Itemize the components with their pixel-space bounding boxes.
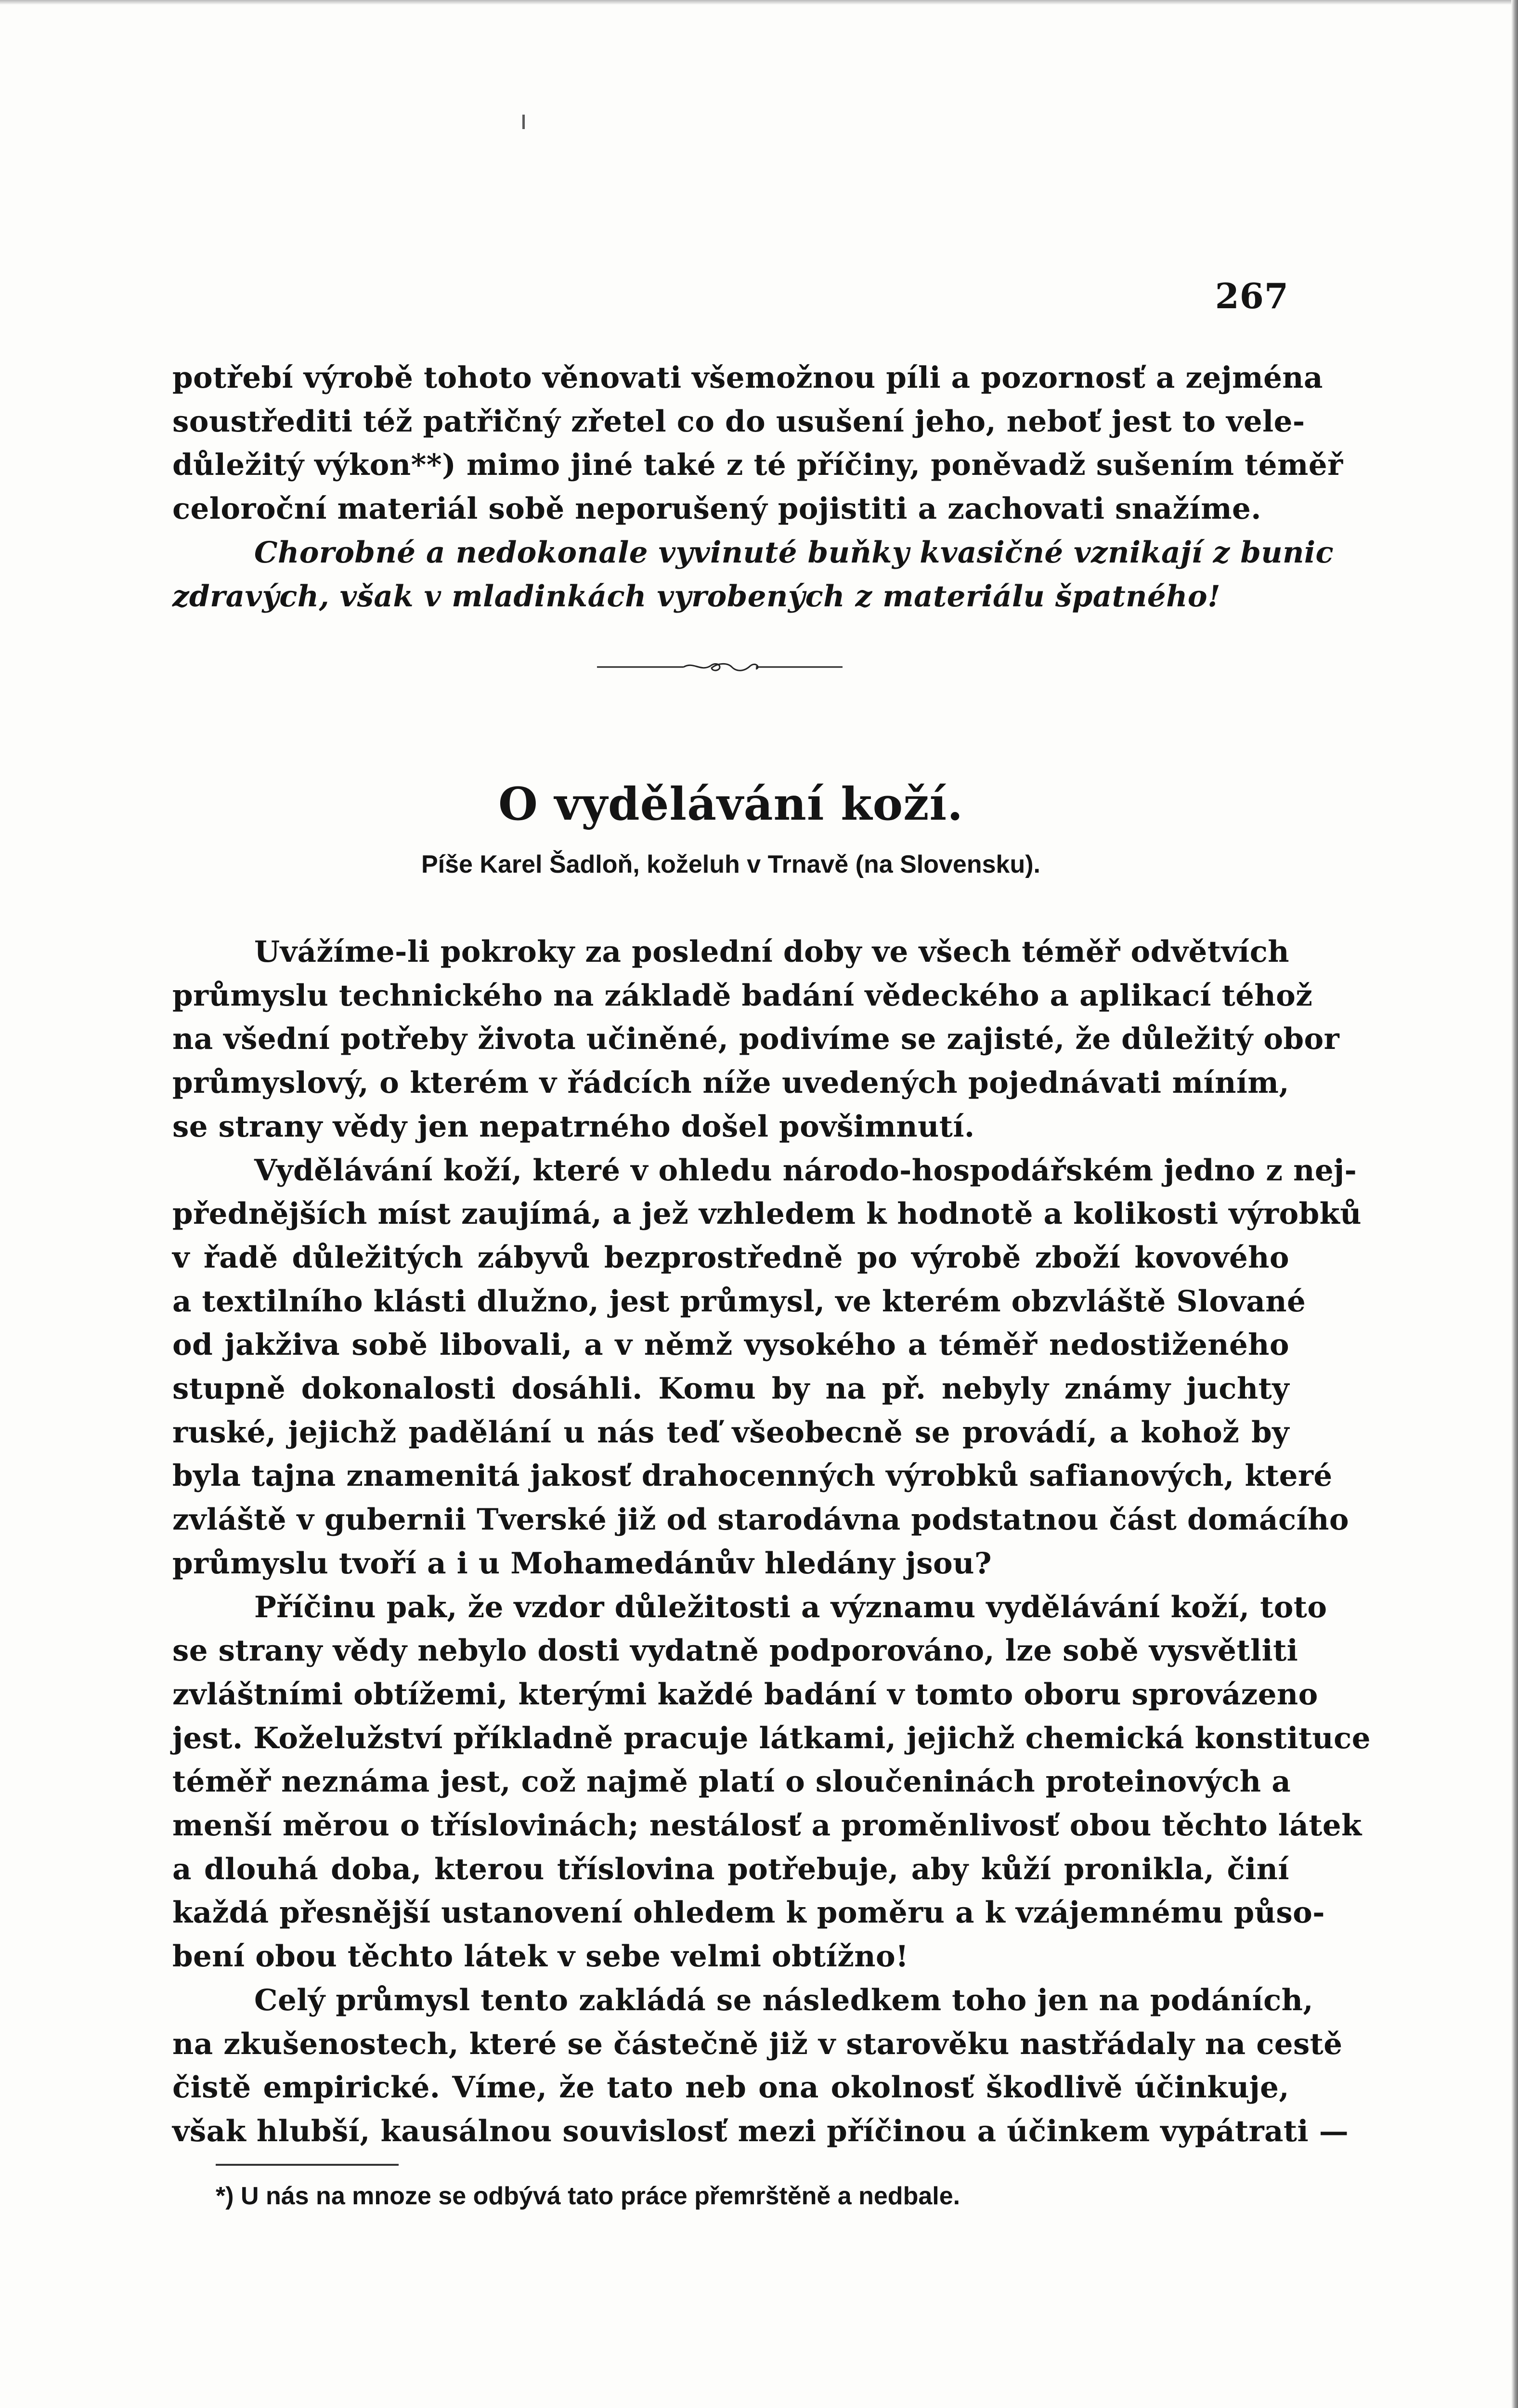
text-line: se strany vědy jen nepatrného došel povšimnutí. xyxy=(172,1109,975,1144)
italic-line: zdravých, však v mladinkách vyrobených z materiálu špatného! xyxy=(172,579,1221,614)
text-line: průmyslový, o kterém v řádcích níže uvedených pojednávati míním, xyxy=(172,1066,1289,1100)
text-line: a dlouhá doba, kterou tříslovina potřebuje, aby kůží pronikla, činí xyxy=(172,1852,1289,1886)
text-line: bení obou těchto látek v sebe velmi obtížno! xyxy=(172,1939,909,1974)
italic-line: Chorobné a nedokonale vyvinuté buňky kvasičné vznikají z bunic xyxy=(254,535,1334,570)
text-line: a textilního klásti dlužno, jest průmysl, ve kterém obzvláště Slované xyxy=(172,1284,1306,1319)
text-line: téměř neznáma jest, což najmě platí o sloučeninách proteinových a xyxy=(172,1765,1291,1799)
text-line: Příčinu pak, že vzdor důležitosti a významu vydělávání koží, toto xyxy=(254,1590,1327,1624)
text-line: byla tajna znamenitá jakosť drahocenných výrobků safianových, které xyxy=(172,1459,1333,1493)
page-top-edge xyxy=(0,0,1518,5)
text-line: na zkušenostech, které se částečně již v starověku nastřádaly na cestě xyxy=(172,2027,1343,2061)
text-line: potřebí výrobě tohoto věnovati všemožnou píli a pozornosť a zejména xyxy=(172,361,1323,395)
text-line: Uvážíme-li pokroky za poslední doby ve všech téměř odvětvích xyxy=(254,935,1289,969)
footnote-rule xyxy=(216,2164,399,2166)
print-mark xyxy=(522,115,525,129)
text-line: celoroční materiál sobě neporušený pojistiti a zachovati snažíme. xyxy=(172,492,1261,526)
text-line: od jakživa sobě libovali, a v němž vysokého a téměř nedostiženého xyxy=(172,1328,1289,1362)
text-line: zvláště v gubernii Tverské již od starodávna podstatnou část domácího xyxy=(172,1503,1349,1537)
text-line: průmyslu tvoří a i u Mohamedánův hledány jsou? xyxy=(172,1546,992,1581)
continued-paragraph xyxy=(172,356,1343,618)
text-line: se strany vědy nebylo dosti vydatně podporováno, lze sobě vysvětliti xyxy=(172,1634,1298,1668)
text-line: důležitý výkon**) mimo jiné také z té příčiny, poněvadž sušením téměř xyxy=(172,448,1343,483)
text-line: ruské, jejichž padělání u nás teď všeobecně se provádí, a kohož by xyxy=(172,1415,1289,1450)
text-line: přednějších míst zaujímá, a jež vzhledem k hodnotě a kolikosti výrobků xyxy=(172,1197,1362,1231)
text-line: průmyslu technického na základě badání vědeckého a aplikací téhož xyxy=(172,978,1313,1013)
text-line: v řadě důležitých zábyvů bezprostředně po výrobě zboží kovového xyxy=(172,1240,1289,1275)
article-body xyxy=(172,930,1371,2154)
text-line: zvláštními obtížemi, kterými každé badání v tomto oboru sprovázeno xyxy=(172,1677,1318,1712)
text-line: Celý průmysl tento zakládá se následkem toho jen na podáních, xyxy=(254,1983,1314,2017)
footnote: *) U nás na mnoze se odbývá tato práce přemrštěně a nedbale. xyxy=(216,2182,960,2210)
text-line: na všední potřeby života učiněné, podivíme se zajisté, že důležitý obor xyxy=(172,1022,1340,1057)
text-line: však hlubší, kausálnou souvislosť mezi příčinou a účinkem vypátrati — xyxy=(172,2114,1349,2148)
text-line: stupně dokonalosti dosáhli. Komu by na př. nebyly známy juchty xyxy=(172,1372,1289,1406)
text-line: menší měrou o tříslovinách; nestálosť a proměnlivosť obou těchto látek xyxy=(172,1808,1362,1843)
text-line: soustřediti též patřičný zřetel co do usušení jeho, neboť jest to vele- xyxy=(172,404,1305,439)
text-line: každá přesnější ustanovení ohledem k poměru a k vzájemnému půso- xyxy=(172,1896,1325,1930)
text-line: Vydělávání koží, které v ohledu národo-hospodářském jedno z nej- xyxy=(254,1153,1357,1188)
text-line: čistě empirické. Víme, že tato neb ona okolnosť škodlivě účinkuje, xyxy=(172,2070,1289,2105)
article-byline: Píše Karel Šadloň, koželuh v Trnavě (na Slovensku). xyxy=(421,851,1040,878)
article-title: O vydělávání koží. xyxy=(498,778,963,831)
text-line: jest. Koželužství příkladně pracuje látkami, jejichž chemická konstituce xyxy=(172,1721,1371,1755)
section-divider-ornament xyxy=(597,657,843,677)
page-right-edge xyxy=(1511,0,1518,2408)
page-number: 267 xyxy=(1215,275,1289,316)
